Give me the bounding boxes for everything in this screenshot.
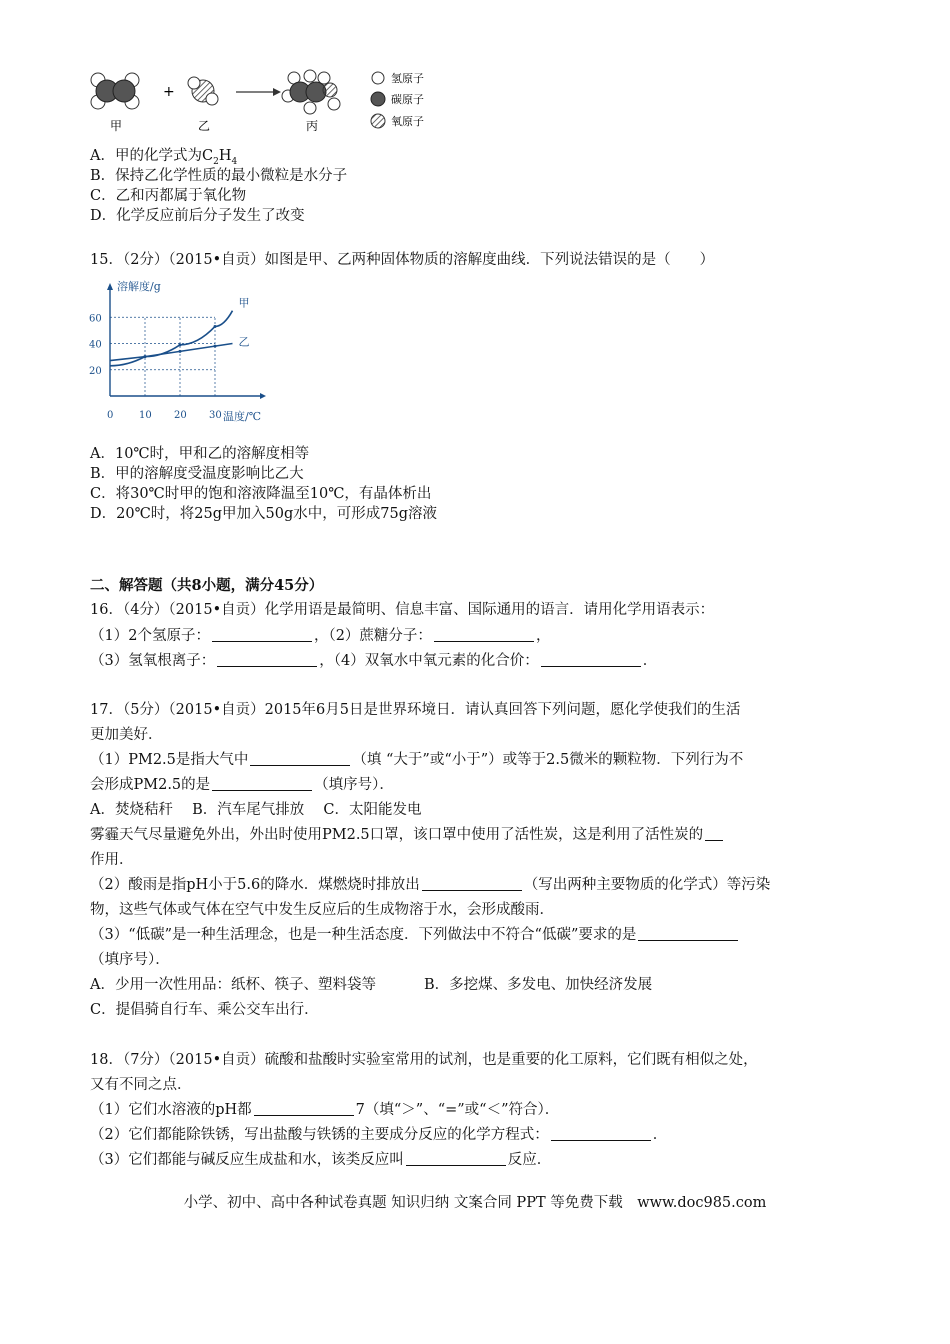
q18-stem-2: 又有不同之点．	[90, 1077, 192, 1093]
x-tick-label: 0	[107, 410, 114, 421]
q15-option-b: B．甲的溶解度受温度影响比乙大	[90, 466, 304, 482]
y-tick-label: 40	[89, 339, 102, 351]
answer-blank[interactable]	[217, 652, 317, 667]
oxygen-atom-icon	[371, 114, 385, 128]
q16-stem: 16．（4分）（2015•自贡）化学用语是最简明、信息丰富、国际通用的语言．请用化学用语表示：	[90, 602, 715, 618]
page-footer: 小学、初中、高中各种试卷真题 知识归纳 文案合同 PPT 等免费下载 www.doc985.com	[183, 1195, 767, 1211]
legend-oxygen: 氧原子	[391, 115, 424, 128]
series-label: 甲	[238, 296, 250, 310]
answer-blank[interactable]	[406, 1151, 506, 1166]
q17-p2-line1: （2）酸雨是指pH小于5.6的降水．煤燃烧时排放出 （写出两种主要物质的化学式）等污染	[90, 877, 771, 893]
series-point	[179, 343, 182, 346]
answer-blank[interactable]	[434, 627, 534, 642]
q17-stem-1: 17．（5分）（2015•自贡）2015年6月5日是世界环境日．请认真回答下列问题，愿化学使我们的生活	[90, 702, 741, 718]
q16-line2: （3）氢氧根离子： ，（4）双氧水中氧元素的化合价： ．	[90, 653, 658, 669]
answer-blank[interactable]	[551, 1126, 651, 1141]
series-label: 乙	[238, 335, 250, 349]
q17-p1-line1: （1）PM2.5是指大气中 （填 “大于”或“小于”）或等于2.5微米的颗粒物．下列行为不	[90, 752, 744, 768]
answer-blank[interactable]	[705, 826, 723, 841]
chart-ylabel: 溶解度/g	[117, 280, 161, 293]
answer-blank[interactable]	[254, 1101, 354, 1116]
molecule-yi-icon	[188, 77, 218, 105]
q17-options-3-row1: A．少用一次性用品：纸杯、筷子、塑料袋等 B．多挖煤、多发电、加快经济发展	[90, 977, 653, 993]
section-2-title: 二、解答题（共8小题，满分45分）	[90, 577, 324, 594]
answer-blank[interactable]	[422, 876, 522, 891]
q17-stem-2: 更加美好．	[90, 727, 163, 743]
q17-p2-line2: 物，这些气体或气体在空气中发生反应后的生成物溶于水，会形成酸雨．	[90, 902, 554, 918]
series-point	[144, 355, 147, 358]
molecule-bing-icon	[282, 70, 340, 114]
label-bing: 丙	[306, 119, 319, 133]
q17-options-3-row2: C．提倡骑自行车、乘公交车出行．	[90, 1002, 319, 1018]
q15-option-d: D．20℃时，将25g甲加入50g水中，可形成75g溶液	[90, 506, 437, 522]
answer-blank[interactable]	[541, 652, 641, 667]
q17-p1-line4: 作用．	[90, 852, 134, 868]
q17-p1-line3: 雾霾天气尽量避免外出，外出时使用PM2.5口罩，该口罩中使用了活性炭，这是利用了活性炭的	[90, 825, 725, 845]
legend-carbon: 碳原子	[391, 93, 424, 106]
q18-stem-1: 18．（7分）（2015•自贡）硫酸和盐酸时实验室常用的试剂，也是重要的化工原料，它们既有相似之处，	[90, 1052, 758, 1068]
label-jia: 甲	[110, 119, 123, 133]
q15-stem: 15．（2分）（2015•自贡）如图是甲、乙两种固体物质的溶解度曲线．下列说法错误的是（ ）	[90, 252, 715, 268]
series-point	[214, 325, 217, 328]
q18-p1: （1）它们水溶液的pH都 7（填“＞”、“=”或“＜”符合）．	[90, 1102, 560, 1118]
carbon-atom-icon	[371, 92, 385, 106]
series-point	[214, 345, 217, 348]
q14-option-b: B．保持乙化学性质的最小微粒是水分子	[90, 168, 348, 184]
chart-xlabel: 温度/℃	[223, 410, 262, 423]
answer-blank[interactable]	[638, 926, 738, 941]
q15-option-c: C．将30℃时甲的饱和溶液降温至10℃，有晶体析出	[90, 486, 432, 502]
q14-option-a: A．甲的化学式为$C_2H_4$	[90, 148, 238, 167]
solubility-chart	[85, 278, 270, 428]
q14-option-d: D．化学反应前后分子发生了改变	[90, 208, 305, 224]
molecule-reaction-figure	[88, 68, 448, 138]
q17-p1-line2: 会形成PM2.5的是 （填序号）．	[90, 777, 394, 793]
x-tick-label: 20	[174, 410, 187, 421]
answer-blank[interactable]	[250, 751, 350, 766]
molecule-jia-icon	[91, 73, 139, 109]
y-axis-arrow-icon	[107, 283, 113, 290]
x-tick-label: 30	[209, 410, 222, 421]
q17-options-1: A．焚烧秸秆 B．汽车尾气排放 C．太阳能发电	[90, 802, 422, 818]
series-line-jia	[110, 311, 233, 366]
q18-p2: （2）它们都能除铁锈，写出盐酸与铁锈的主要成分反应的化学方程式： ．	[90, 1127, 668, 1143]
reaction-arrow-icon	[236, 88, 281, 96]
q18-p3: （3）它们都能与碱反应生成盐和水，该类反应叫 反应．	[90, 1152, 552, 1168]
answer-blank[interactable]	[212, 627, 312, 642]
q17-p3-line2: （填序号）．	[90, 952, 170, 968]
hydrogen-atom-icon	[372, 72, 384, 84]
label-yi: 乙	[198, 119, 211, 133]
q16-line1: （1）2个氢原子： ，（2）蔗糖分子： ，	[90, 628, 551, 644]
chart-grid	[110, 317, 215, 396]
q15-option-a: A．10℃时，甲和乙的溶解度相等	[90, 446, 310, 462]
atom-legend	[371, 71, 424, 128]
series-point	[179, 350, 182, 353]
legend-hydrogen: 氢原子	[391, 72, 424, 85]
chart-ticks	[89, 313, 222, 421]
plus-sign: +	[163, 84, 175, 100]
answer-blank[interactable]	[212, 776, 312, 791]
x-axis-arrow-icon	[260, 393, 266, 399]
y-tick-label: 20	[89, 365, 102, 377]
q14-option-c: C．乙和丙都属于氧化物	[90, 188, 247, 204]
x-tick-label: 10	[139, 410, 152, 421]
q17-p3-line1: （3）“低碳”是一种生活理念，也是一种生活态度．下列做法中不符合“低碳”要求的是	[90, 925, 740, 945]
y-tick-label: 60	[89, 313, 102, 325]
